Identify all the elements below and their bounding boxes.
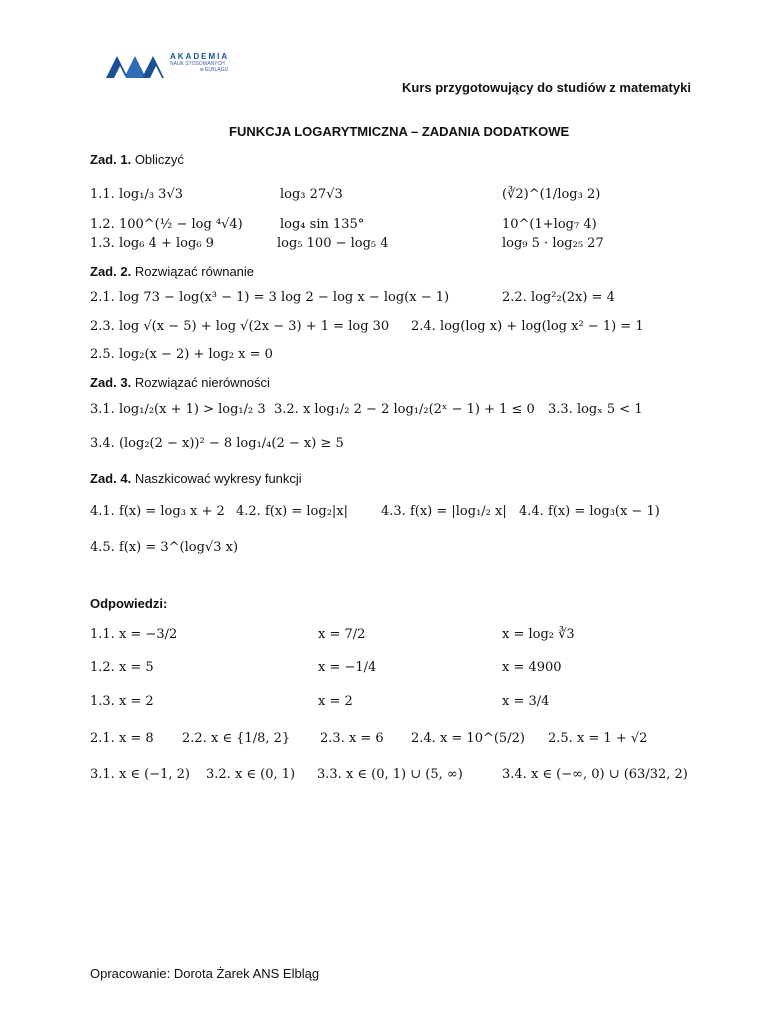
institution-logo — [106, 50, 256, 82]
logo-mark-icon — [106, 56, 166, 78]
answer-2-4: 2.4. x = 10^(5/2) — [411, 731, 525, 746]
zad1-item-1-2b: log₄ sin 135° — [280, 217, 365, 232]
answer-3-4: 3.4. x ∈ (−∞, 0) ∪ (63/32, 2) — [502, 767, 688, 782]
zad3-heading: Zad. 3. Rozwiązać nierówności — [90, 375, 270, 390]
zad2-item-2-4: 2.4. log(log x) + log(log x² − 1) = 1 — [411, 319, 644, 334]
zad4-item-4-3: 4.3. f(x) = |log₁/₂ x| — [381, 504, 507, 519]
zad4-item-4-2: 4.2. f(x) = log₂|x| — [236, 504, 348, 519]
answers-heading: Odpowiedzi: — [90, 596, 168, 611]
zad4-item-4-4: 4.4. f(x) = log₃(x − 1) — [519, 504, 660, 519]
zad4-heading: Zad. 4. Naszkicować wykresy funkcji — [90, 471, 302, 486]
zad3-item-3-1: 3.1. log₁/₂(x + 1) > log₁/₂ 3 — [90, 402, 266, 417]
answer-3-2: 3.2. x ∈ (0, 1) — [206, 767, 296, 782]
logo-line2: NAUK STOSOWANYCH — [170, 61, 225, 67]
course-title: Kurs przygotowujący do studiów z matematyki — [402, 80, 691, 95]
answer-1-2b: x = −1/4 — [318, 660, 377, 675]
logo-line3: w ELBLĄGU — [200, 67, 229, 73]
zad2-item-2-1: 2.1. log 73 − log(x³ − 1) = 3 log 2 − log x − log(x − 1) — [90, 290, 450, 305]
answer-1-3c: x = 3/4 — [502, 694, 550, 709]
answer-1-1c: x = log₂ ∛3 — [502, 627, 575, 642]
zad1-item-1-3c: log₉ 5 · log₂₅ 27 — [502, 236, 604, 251]
answer-2-3: 2.3. x = 6 — [320, 731, 384, 746]
zad1-item-1-2: 1.2. 100^(½ − log ⁴√4) — [90, 217, 243, 232]
answer-1-2c: x = 4900 — [502, 660, 562, 675]
zad2-item-2-2: 2.2. log²₂(2x) = 4 — [502, 290, 615, 305]
zad1-item-1-1c: (∛2)^(1/log₃ 2) — [502, 187, 601, 202]
zad1-item-1-1b: log₃ 27√3 — [280, 187, 343, 202]
answer-3-1: 3.1. x ∈ (−1, 2) — [90, 767, 191, 782]
zad2-heading: Zad. 2. Rozwiązać równanie — [90, 264, 255, 279]
zad3-item-3-3: 3.3. logₓ 5 < 1 — [548, 402, 643, 417]
answer-2-1: 2.1. x = 8 — [90, 731, 154, 746]
answer-1-1b: x = 7/2 — [318, 627, 366, 642]
zad2-item-2-5: 2.5. log₂(x − 2) + log₂ x = 0 — [90, 347, 273, 362]
answer-1-2a: 1.2. x = 5 — [90, 660, 154, 675]
zad1-item-1-1: 1.1. log₁/₃ 3√3 — [90, 187, 184, 202]
zad1-item-1-2c: 10^(1+log₇ 4) — [502, 217, 597, 232]
zad2-item-2-3: 2.3. log √(x − 5) + log √(2x − 3) + 1 = log 30 — [90, 319, 390, 334]
footer-author: Opracowanie: Dorota Żarek ANS Elbląg — [90, 966, 320, 981]
answer-1-1a: 1.1. x = −3/2 — [90, 627, 178, 642]
logo-name: AKADEMIA — [170, 52, 230, 61]
answer-2-2: 2.2. x ∈ {1/8, 2} — [182, 731, 291, 746]
zad1-item-1-3b: log₅ 100 − log₅ 4 — [277, 236, 389, 251]
answer-1-3b: x = 2 — [318, 694, 353, 709]
zad1-item-1-3: 1.3. log₆ 4 + log₆ 9 — [90, 236, 214, 251]
zad3-item-3-2: 3.2. x log₁/₂ 2 − 2 log₁/₂(2ˣ − 1) + 1 ≤ 0 — [274, 402, 535, 417]
answer-1-3a: 1.3. x = 2 — [90, 694, 154, 709]
zad4-item-4-5: 4.5. f(x) = 3^(log√3 x) — [90, 540, 239, 555]
zad1-heading: Zad. 1. Obliczyć — [90, 152, 184, 167]
page-title: FUNKCJA LOGARYTMICZNA – ZADANIA DODATKOWE — [229, 124, 570, 139]
answer-2-5: 2.5. x = 1 + √2 — [548, 731, 648, 746]
zad3-item-3-4: 3.4. (log₂(2 − x))² − 8 log₁/₄(2 − x) ≥ 5 — [90, 436, 344, 451]
zad4-item-4-1: 4.1. f(x) = log₃ x + 2 — [90, 504, 225, 519]
answer-3-3: 3.3. x ∈ (0, 1) ∪ (5, ∞) — [317, 767, 463, 782]
